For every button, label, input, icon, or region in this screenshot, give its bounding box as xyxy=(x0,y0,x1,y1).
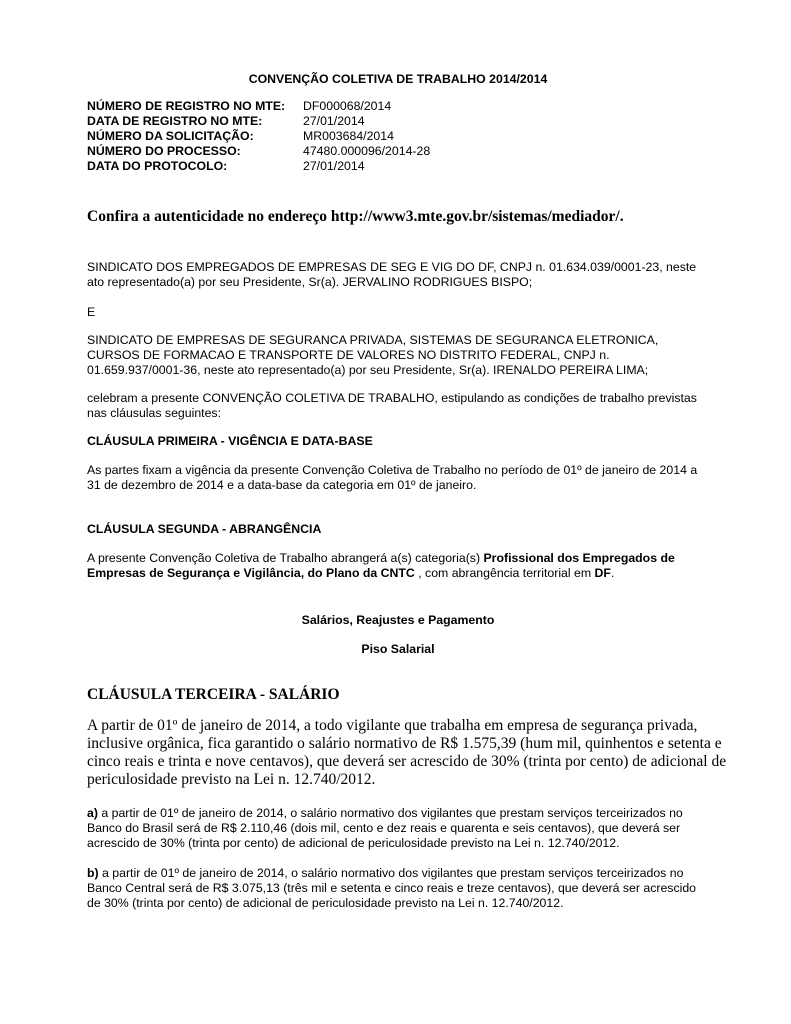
clause-1-title: CLÁUSULA PRIMEIRA - VIGÊNCIA E DATA-BASE xyxy=(87,434,373,448)
parties-conjunction: E xyxy=(87,305,96,319)
clause-2-text-mid: , com abrangência territorial em xyxy=(414,566,595,580)
process-number-value: 47480.000096/2014-28 xyxy=(303,144,431,158)
protocol-date-label: DATA DO PROTOCOLO: xyxy=(87,159,228,173)
clause-3-item-a xyxy=(87,806,709,851)
clause-2-category: Profissional dos Empregados de Empresas de Segurança e Vigilância, do Plano da CNTC xyxy=(87,551,675,580)
clause-2-territory: DF xyxy=(594,566,611,580)
clause-3-item-a-label: a) xyxy=(87,806,98,820)
party-employers: SINDICATO DE EMPRESAS DE SEGURANCA PRIVADA, SISTEMAS DE SEGURANCA ELETRONICA, CURSOS DE FORMACAO E TRANSPORTE DE VALORES NO DISTRITO FEDERAL, CNPJ n. 01.659.937/0001-36, neste ato representado(a) por seu Presidente, Sr(a). IRENALDO PEREIRA LIMA; xyxy=(87,333,659,377)
clause-2-text xyxy=(87,551,709,581)
clause-3-item-b xyxy=(87,866,709,911)
authenticity-notice: Confira a autenticidade no endereço http://www3.mte.gov.br/sistemas/mediador/. xyxy=(87,208,624,225)
registry-number-label: NÚMERO DE REGISTRO NO MTE: xyxy=(87,99,286,113)
party-employees: SINDICATO DOS EMPREGADOS DE EMPRESAS DE SEG E VIG DO DF, CNPJ n. 01.634.039/0001-23, neste ato representado(a) por seu Presidente, Sr(a). JERVALINO RODRIGUES BISPO; xyxy=(87,260,697,289)
clause-3-item-b-text: a partir de 01º de janeiro de 2014, o salário normativo dos vigilantes que prestam serviços terceirizados no Banco Central será de R$ 3.075,13 (três mil e setenta e cinco reais e treze centavos), que deverá ser acrescido de 30% (trinta por cento) de adicional de periculosidade previsto na Lei n. 12.740/2012. xyxy=(87,866,697,910)
agreement-statement: celebram a presente CONVENÇÃO COLETIVA DE TRABALHO, estipulando as condições de trabalho previstas nas cláusulas seguintes: xyxy=(87,391,697,420)
clause-1-text: As partes fixam a vigência da presente Convenção Coletiva de Trabalho no período de 01º de janeiro de 2014 a 31 de dezembro de 2014 e a data-base da categoria em 01º de janeiro. xyxy=(87,463,698,492)
registry-date-label: DATA DE REGISTRO NO MTE: xyxy=(87,114,263,128)
clause-2-text-end: . xyxy=(610,566,615,580)
clause-2-text-prefix: A presente Convenção Coletiva de Trabalho abrangerá a(s) categoria(s) xyxy=(87,551,484,565)
document-title: CONVENÇÃO COLETIVA DE TRABALHO 2014/2014 xyxy=(248,72,548,86)
clause-3-text: A partir de 01º de janeiro de 2014, a todo vigilante que trabalha em empresa de segurança privada, inclusive orgânica, fica garantido o salário normativo de R$ 1.575,39 (hum mil, quinhentos e setenta e cinco reais e trinta e nove centavos), que deverá ser acrescido de 30% (trinta por cento) de adicional de periculosidade previsto na Lei n. 12.740/2012. xyxy=(87,717,727,788)
section-heading: Salários, Reajustes e Pagamento xyxy=(301,613,495,627)
request-number-label: NÚMERO DA SOLICITAÇÃO: xyxy=(87,129,254,143)
process-number-label: NÚMERO DO PROCESSO: xyxy=(87,144,241,158)
request-number-value: MR003684/2014 xyxy=(303,129,394,143)
registry-number-value: DF000068/2014 xyxy=(303,99,392,113)
registry-date-value: 27/01/2014 xyxy=(303,114,365,128)
section-subheading: Piso Salarial xyxy=(361,642,435,656)
clause-2-title: CLÁUSULA SEGUNDA - ABRANGÊNCIA xyxy=(87,522,322,536)
protocol-date-value: 27/01/2014 xyxy=(303,159,365,173)
clause-3-item-b-label: b) xyxy=(87,866,99,880)
clause-3-title: CLÁUSULA TERCEIRA - SALÁRIO xyxy=(87,686,340,703)
clause-3-item-a-text: a partir de 01º de janeiro de 2014, o salário normativo dos vigilantes que prestam serviços terceirizados no Banco do Brasil será de R$ 2.110,46 (dois mil, cento e dez reais e quarenta e seis centavos), que deverá ser acrescido de 30% (trinta por cento) de adicional de periculosidade previsto na Lei n. 12.740/2012. xyxy=(87,806,683,850)
registry-block xyxy=(0,99,791,179)
